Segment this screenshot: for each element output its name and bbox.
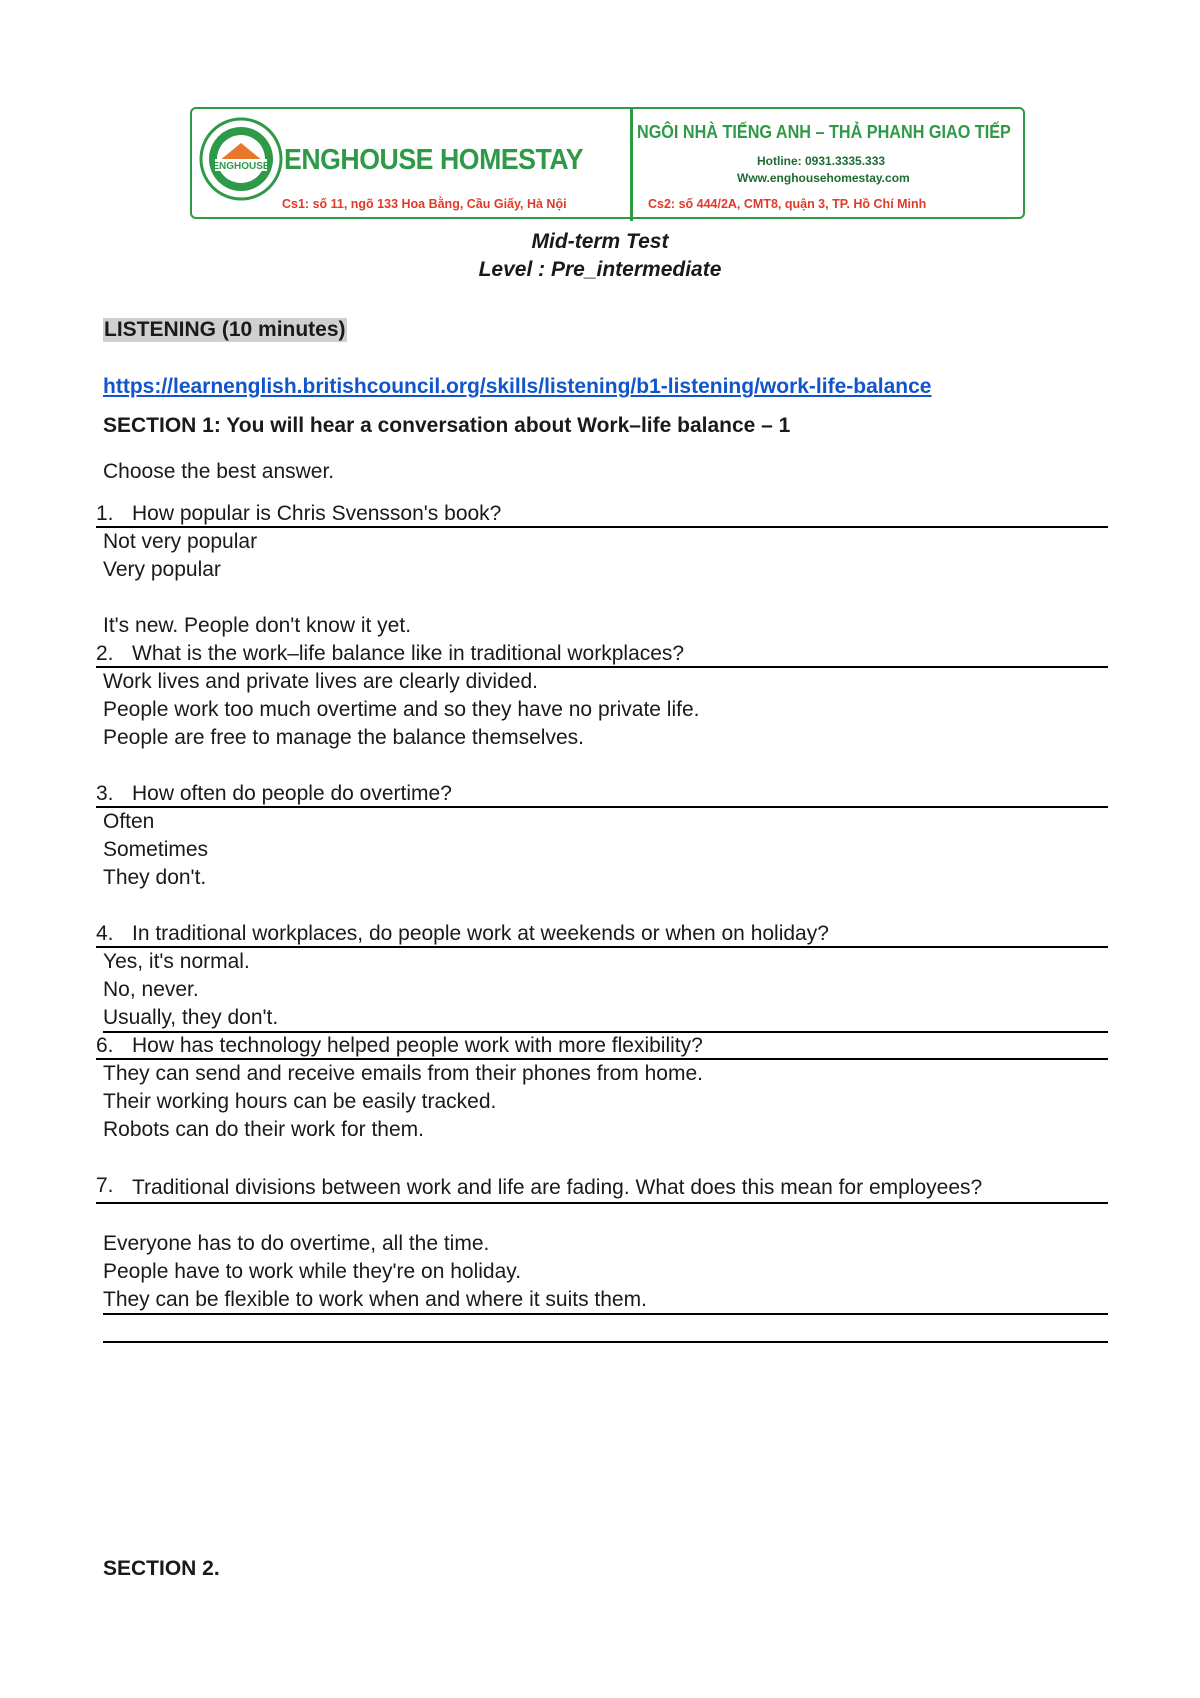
question-text: What is the work–life balance like in traditional workplaces? bbox=[132, 642, 685, 665]
option: Robots can do their work for them. bbox=[103, 1118, 424, 1141]
section-2-heading: SECTION 2. bbox=[103, 1557, 220, 1580]
option: Yes, it's normal. bbox=[103, 950, 250, 973]
option: Usually, they don't. bbox=[103, 1006, 279, 1029]
question-number: 6. bbox=[96, 1034, 114, 1057]
option: Their working hours can be easily tracked. bbox=[103, 1090, 497, 1113]
answer-line bbox=[103, 1341, 1108, 1343]
question-number: 7. bbox=[96, 1174, 114, 1197]
option: Very popular bbox=[103, 558, 221, 581]
question-number: 2. bbox=[96, 642, 114, 665]
listening-link[interactable]: https://learnenglish.britishcouncil.org/skills/listening/b1-listening/work-life-balance bbox=[103, 375, 932, 398]
question-4 bbox=[96, 922, 1108, 948]
option: People are free to manage the balance themselves. bbox=[103, 726, 584, 749]
section-1-heading: SECTION 1: You will hear a conversation about Work–life balance – 1 bbox=[103, 414, 791, 437]
hotline: Hotline: 0931.3335.333 bbox=[757, 154, 886, 168]
logo-text: ENGHOUSE bbox=[212, 161, 270, 172]
option: They can be flexible to work when and where it suits them. bbox=[103, 1288, 647, 1311]
question-1 bbox=[96, 502, 1108, 528]
question-6 bbox=[96, 1034, 1108, 1060]
question-text: How popular is Chris Svensson's book? bbox=[132, 502, 502, 525]
question-text: In traditional workplaces, do people work at weekends or when on holiday? bbox=[132, 922, 829, 945]
option: People have to work while they're on holiday. bbox=[103, 1260, 522, 1283]
option: They don't. bbox=[103, 866, 207, 889]
option: Often bbox=[103, 810, 155, 833]
listening-heading: LISTENING (10 minutes) bbox=[104, 318, 346, 341]
option: No, never. bbox=[103, 978, 199, 1001]
question-number: 4. bbox=[96, 922, 114, 945]
option: Everyone has to do overtime, all the time. bbox=[103, 1232, 490, 1255]
question-text: How often do people do overtime? bbox=[132, 782, 452, 805]
option: Not very popular bbox=[103, 530, 258, 553]
question-2 bbox=[96, 642, 1108, 668]
brand-name: ENGHOUSE HOMESTAY bbox=[284, 144, 584, 176]
question-text: Traditional divisions between work and life are fading. What does this mean for employees? bbox=[132, 1176, 983, 1199]
question-3 bbox=[96, 782, 1108, 808]
test-title: Mid-term Test bbox=[531, 230, 669, 253]
question-text: How has technology helped people work with more flexibility? bbox=[132, 1034, 703, 1057]
answer-line bbox=[103, 1313, 1108, 1315]
address-2: Cs2: số 444/2A, CMT8, quận 3, TP. Hồ Chí Minh bbox=[648, 197, 927, 211]
slogan: NGÔI NHÀ TIẾNG ANH – THẢ PHANH GIAO TIẾP bbox=[637, 122, 1011, 142]
banner-divider bbox=[630, 109, 633, 221]
option: People work too much overtime and so they have no private life. bbox=[103, 698, 700, 721]
question-number: 3. bbox=[96, 782, 114, 805]
enghouse-logo bbox=[199, 117, 283, 201]
option: It's new. People don't know it yet. bbox=[103, 614, 412, 637]
instruction: Choose the best answer. bbox=[103, 460, 335, 483]
option: They can send and receive emails from their phones from home. bbox=[103, 1062, 703, 1085]
header-banner bbox=[190, 107, 1025, 219]
question-number: 1. bbox=[96, 502, 114, 525]
test-level: Level : Pre_intermediate bbox=[478, 258, 722, 281]
address-1: Cs1: số 11, ngõ 133 Hoa Bằng, Cầu Giấy, Hà Nội bbox=[282, 197, 567, 211]
answer-line bbox=[103, 1031, 1108, 1033]
website: Www.enghousehomestay.com bbox=[737, 171, 910, 185]
option: Work lives and private lives are clearly divided. bbox=[103, 670, 538, 693]
question-7 bbox=[96, 1174, 1108, 1204]
option: Sometimes bbox=[103, 838, 209, 861]
